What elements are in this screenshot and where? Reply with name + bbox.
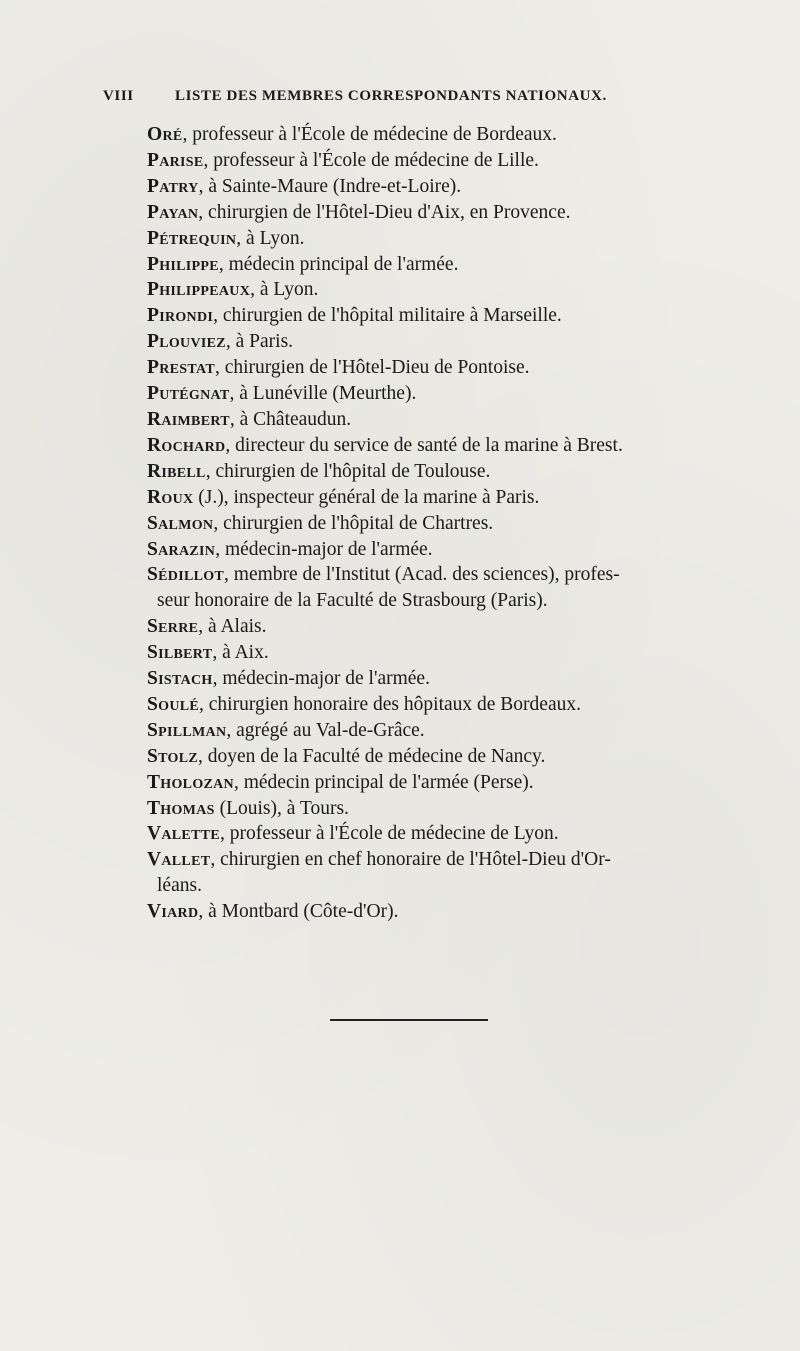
member-description: , à Paris. [225, 331, 294, 353]
member-name: Ribell [147, 460, 206, 482]
member-entry [0, 744, 737, 770]
member-description: , professeur à l'École de médecine de Lille. [203, 149, 539, 171]
member-name: Silbert [147, 642, 213, 664]
member-description: , agrégé au Val-de-Grâce. [226, 719, 425, 741]
member-name: Stolz [147, 745, 198, 767]
member-list [0, 122, 800, 925]
member-entry [0, 148, 737, 174]
member-name: Sistach [147, 668, 213, 690]
member-description: , professeur à l'École de médecine de Lyon. [219, 823, 559, 845]
member-entry [0, 718, 737, 744]
member-name: Plouviez [147, 331, 226, 353]
member-name: Pétrequin [147, 227, 237, 249]
member-name: Rochard [147, 434, 226, 456]
member-entry [0, 562, 737, 614]
member-name: Prestat [147, 357, 215, 379]
member-description: , professeur à l'École de médecine de Bordeaux. [182, 124, 557, 145]
member-description: , chirurgien de l'Hôtel-Dieu d'Aix, en Provence. [198, 201, 571, 223]
member-name: Thomas [147, 797, 215, 819]
member-entry [0, 847, 737, 899]
member-description: , chirurgien honoraire des hôpitaux de Bordeaux. [199, 693, 581, 715]
member-entry [0, 666, 737, 692]
member-description: , à Lunéville (Meurthe). [229, 383, 417, 405]
member-entry [0, 796, 737, 822]
member-entry [0, 899, 737, 925]
member-entry [0, 303, 737, 329]
member-entry [0, 821, 737, 847]
member-description: , chirurgien de l'Hôtel-Dieu de Pontoise. [214, 357, 530, 379]
member-entry [0, 692, 737, 718]
member-entry [0, 226, 737, 252]
member-description: , à Châteaudun. [229, 408, 352, 430]
member-description: , chirurgien de l'hôpital militaire à Marseille. [213, 305, 562, 327]
member-name: Parise [147, 149, 204, 171]
member-entry [0, 485, 737, 511]
member-entry [0, 511, 737, 537]
member-entry [0, 614, 737, 640]
member-name: Sarazin [147, 538, 216, 560]
member-name: Sédillot [147, 564, 225, 586]
member-name: Patry [147, 175, 199, 197]
member-name: Serre [147, 616, 199, 638]
member-entry [0, 459, 737, 485]
member-description: (J.), inspecteur général de la marine à Paris. [193, 486, 540, 508]
running-title: LISTE DES MEMBRES CORRESPONDANTS NATIONAUX. [175, 88, 607, 104]
member-name: Soulé [147, 693, 200, 715]
member-description: , à Alais. [198, 616, 267, 638]
member-entry [0, 277, 737, 303]
member-description: , doyen de la Faculté de médecine de Nancy. [198, 745, 546, 767]
member-entry [0, 174, 737, 200]
member-name: Philippe [147, 253, 219, 275]
member-entry [0, 122, 737, 148]
page-number: VIII [103, 88, 134, 104]
member-name: Viard [147, 901, 199, 923]
member-name: Roux [147, 486, 194, 508]
member-description: , à Sainte-Maure (Indre-et-Loire). [198, 175, 462, 197]
member-description: , chirurgien de l'hôpital de Toulouse. [205, 460, 491, 482]
member-name: Valette [147, 823, 220, 845]
member-description: , à Aix. [212, 642, 269, 664]
member-entry [0, 537, 737, 563]
member-description: , membre de l'Institut (Acad. des sciences), profes- [224, 564, 620, 586]
member-description: , chirurgien de l'hôpital de Chartres. [213, 512, 494, 534]
member-description-continuation: léans. [157, 875, 202, 897]
page-header [103, 88, 648, 112]
member-name: Salmon [147, 512, 214, 534]
member-description: , à Montbard (Côte-d'Or). [198, 901, 399, 923]
member-name: Payan [147, 201, 199, 223]
member-name: Pirondi [147, 305, 214, 327]
member-name: Tholozan [147, 771, 234, 793]
member-description: (Louis), à Tours. [214, 797, 349, 819]
member-name: Spillman [147, 719, 227, 741]
member-entry [0, 770, 737, 796]
member-entry [0, 329, 737, 355]
member-entry [0, 640, 737, 666]
member-description: , médecin principal de l'armée (Perse). [233, 771, 534, 793]
member-name: Vallet [147, 849, 211, 871]
member-description: , médecin-major de l'armée. [215, 538, 433, 560]
member-name: Philippeaux [147, 279, 251, 301]
member-description: , médecin principal de l'armée. [218, 253, 459, 275]
member-description: , chirurgien en chef honoraire de l'Hôtel-Dieu d'Or- [210, 849, 611, 871]
member-name: Oré [147, 124, 183, 145]
section-divider [330, 1019, 488, 1021]
member-description: , médecin-major de l'armée. [212, 668, 430, 690]
member-description-continuation: seur honoraire de la Faculté de Strasbourg (Paris). [157, 590, 548, 612]
member-name: Putégnat [147, 383, 230, 405]
member-entry [0, 355, 737, 381]
member-entry [0, 407, 737, 433]
member-description: , directeur du service de santé de la marine à Brest. [225, 434, 623, 456]
member-entry [0, 252, 737, 278]
member-name: Raimbert [147, 408, 230, 430]
member-entry [0, 381, 737, 407]
member-entry [0, 433, 737, 459]
member-entry [0, 200, 737, 226]
member-description: , à Lyon. [250, 279, 319, 301]
member-description: , à Lyon. [236, 227, 305, 249]
